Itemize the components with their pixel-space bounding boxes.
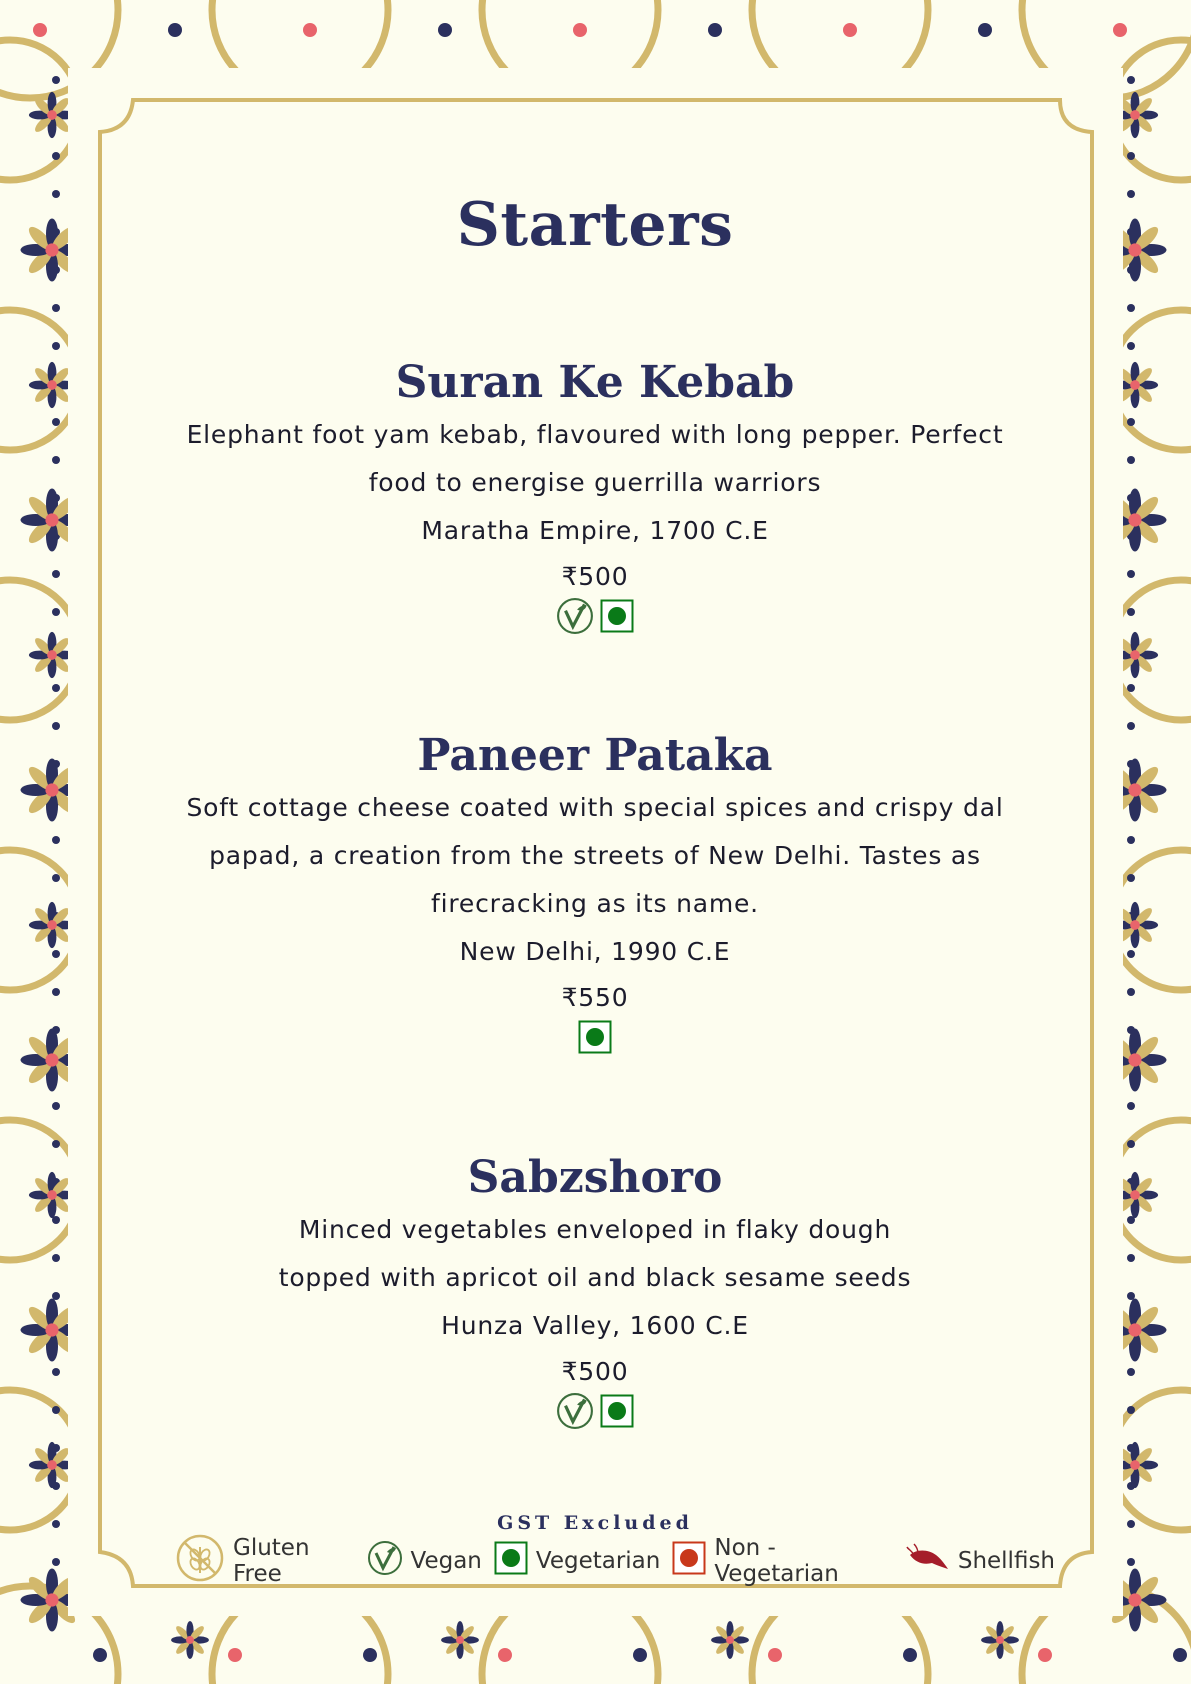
border-ring xyxy=(1022,0,1191,98)
border-dot xyxy=(52,684,60,692)
border-dot xyxy=(1127,722,1135,730)
border-dot xyxy=(1127,1558,1135,1566)
border-dot xyxy=(1127,1140,1135,1148)
border-dot xyxy=(52,1558,60,1566)
border-ring xyxy=(212,0,388,98)
border-dot xyxy=(1127,76,1135,84)
legend-gluten-free xyxy=(175,1533,355,1589)
border-dot xyxy=(228,1648,242,1662)
flower-center xyxy=(1130,380,1140,390)
flower-center xyxy=(47,380,57,390)
border-dot xyxy=(52,418,60,426)
gst-note: GST Excluded xyxy=(497,1512,693,1534)
shellfish-icon xyxy=(906,1543,950,1579)
legend-vegan xyxy=(367,1540,482,1582)
border-dot xyxy=(1127,418,1135,426)
border-dot xyxy=(633,1648,647,1662)
flower-center xyxy=(1128,513,1141,526)
border-dot xyxy=(52,836,60,844)
border-dot xyxy=(1127,608,1135,616)
legend-label: Vegetarian xyxy=(535,1548,661,1574)
border-ring xyxy=(752,0,928,98)
description-line: Minced vegetables enveloped in flaky dough xyxy=(298,1215,892,1244)
flower-center xyxy=(47,650,57,660)
vegetarian-icon xyxy=(600,599,634,637)
flower-center xyxy=(45,243,58,256)
vegetarian-icon xyxy=(494,1541,528,1581)
border-dot xyxy=(52,570,60,578)
border-ring xyxy=(0,40,80,180)
border-ring xyxy=(212,1586,388,1684)
border-dot xyxy=(303,23,317,37)
border-ring xyxy=(1111,1390,1191,1530)
border-dot xyxy=(1127,190,1135,198)
dish-origin: New Delhi, 1990 C.E xyxy=(459,937,731,966)
flower-center xyxy=(1128,783,1141,796)
menu-item xyxy=(120,728,1070,1058)
border-ring xyxy=(1111,850,1191,990)
flower-center xyxy=(45,1323,58,1336)
border-dot xyxy=(1127,570,1135,578)
border-dot xyxy=(1127,1102,1135,1110)
border-dot xyxy=(363,1648,377,1662)
vegetarian-icon xyxy=(600,1394,634,1432)
menu-item xyxy=(120,1150,1070,1432)
dish-origin: Maratha Empire, 1700 C.E xyxy=(421,516,769,545)
border-dot xyxy=(52,1102,60,1110)
flower-center xyxy=(47,1460,57,1470)
flower-center xyxy=(47,110,57,120)
flower-center xyxy=(45,1053,58,1066)
border-ring xyxy=(0,580,80,720)
border-ring xyxy=(1111,310,1191,450)
border-dot xyxy=(52,304,60,312)
legend-label: Non - Vegetarian xyxy=(714,1535,839,1587)
legend-label: Gluten Free xyxy=(233,1535,310,1587)
border-dot xyxy=(52,76,60,84)
dish-description xyxy=(120,784,1070,928)
flower-center xyxy=(1128,1593,1141,1606)
border-ring xyxy=(482,0,658,98)
dish-description xyxy=(120,1206,1070,1302)
description-line: topped with apricot oil and black sesame seeds xyxy=(278,1263,912,1292)
vegetarian-icon xyxy=(578,1020,612,1058)
border-dot xyxy=(52,1140,60,1148)
flower-center xyxy=(1130,1190,1140,1200)
flower-center xyxy=(1130,920,1140,930)
description-line: firecracking as its name. xyxy=(431,889,759,918)
border-ring xyxy=(0,1390,80,1530)
flower-center xyxy=(996,1636,1004,1644)
flower-center xyxy=(47,1190,57,1200)
border-dot xyxy=(843,23,857,37)
border-dot xyxy=(768,1648,782,1662)
border-dot xyxy=(1127,1254,1135,1262)
non-vegetarian-icon xyxy=(672,1541,706,1581)
flower-center xyxy=(45,513,58,526)
border-ring xyxy=(0,1120,80,1260)
border-dot xyxy=(52,1254,60,1262)
border-dot xyxy=(52,1368,60,1376)
border-dot xyxy=(1127,1520,1135,1528)
border-dot xyxy=(52,190,60,198)
border-dot xyxy=(1127,836,1135,844)
border-dot xyxy=(93,1648,107,1662)
flower-center xyxy=(1128,1323,1141,1336)
description-line: food to energise guerrilla warriors xyxy=(368,468,822,497)
border-dot xyxy=(1127,342,1135,350)
border-ring xyxy=(1111,1120,1191,1260)
border-dot xyxy=(52,1292,60,1300)
border-dot xyxy=(1127,1406,1135,1414)
border-dot xyxy=(1038,1648,1052,1662)
border-dot xyxy=(1127,874,1135,882)
flower-center xyxy=(186,1636,194,1644)
vegan-icon xyxy=(367,1540,403,1582)
border-dot xyxy=(1113,23,1127,37)
flower-center xyxy=(1130,110,1140,120)
vegan-icon xyxy=(556,597,594,639)
border-ring xyxy=(0,310,80,450)
border-dot xyxy=(1127,456,1135,464)
flower-center xyxy=(456,1636,464,1644)
border-dot xyxy=(52,456,60,464)
flower-center xyxy=(45,783,58,796)
border-dot xyxy=(1127,152,1135,160)
flower-center xyxy=(47,920,57,930)
border-dot xyxy=(978,23,992,37)
dish-origin: Hunza Valley, 1600 C.E xyxy=(441,1311,749,1340)
dish-tags xyxy=(120,1394,1070,1432)
border-dot xyxy=(708,23,722,37)
border-dot xyxy=(1127,950,1135,958)
dish-tags xyxy=(120,599,1070,637)
legend-non-vegetarian xyxy=(672,1535,893,1587)
legend-shellfish xyxy=(906,1543,1055,1579)
border-dot xyxy=(52,342,60,350)
border-dot xyxy=(52,608,60,616)
border-dot xyxy=(52,1520,60,1528)
flower-center xyxy=(1128,1053,1141,1066)
legend-vegetarian xyxy=(494,1541,660,1581)
border-ring xyxy=(0,850,80,990)
border-dot xyxy=(498,1648,512,1662)
border-dot xyxy=(52,152,60,160)
border-dot xyxy=(168,23,182,37)
border-dot xyxy=(573,23,587,37)
border-dot xyxy=(438,23,452,37)
border-dot xyxy=(1127,304,1135,312)
border-ring xyxy=(0,0,118,98)
dish-price: ₹550 xyxy=(561,983,629,1012)
border-dot xyxy=(52,988,60,996)
gluten-free-icon xyxy=(175,1533,225,1589)
dish-name: Paneer Pataka xyxy=(417,730,773,781)
dish-name: Sabzshoro xyxy=(467,1152,723,1203)
border-dot xyxy=(52,874,60,882)
legend-label: Vegan xyxy=(410,1548,482,1574)
vegan-icon xyxy=(556,1392,594,1434)
dietary-legend xyxy=(175,1535,1055,1587)
border-dot xyxy=(33,23,47,37)
border-ring xyxy=(752,1586,928,1684)
dish-tags xyxy=(120,1020,1070,1058)
border-ring xyxy=(482,1586,658,1684)
dish-name: Suran Ke Kebab xyxy=(395,357,795,408)
description-line: Soft cottage cheese coated with special spices and crispy dal xyxy=(186,793,1004,822)
border-ring xyxy=(1111,580,1191,720)
page-title: Starters xyxy=(456,190,734,260)
dish-price: ₹500 xyxy=(561,1357,629,1386)
flower-center xyxy=(1130,1460,1140,1470)
flower-center xyxy=(1128,243,1141,256)
dish-price: ₹500 xyxy=(561,562,629,591)
border-dot xyxy=(1127,1368,1135,1376)
description-line: papad, a creation from the streets of New Delhi. Tastes as xyxy=(209,841,981,870)
dish-description xyxy=(120,411,1070,507)
border-dot xyxy=(903,1648,917,1662)
description-line: Elephant foot yam kebab, flavoured with long pepper. Perfect xyxy=(186,420,1004,449)
menu-item xyxy=(120,355,1070,637)
border-dot xyxy=(52,1406,60,1414)
border-dot xyxy=(1127,1292,1135,1300)
border-dot xyxy=(1127,988,1135,996)
flower-center xyxy=(726,1636,734,1644)
legend-label: Shellfish xyxy=(957,1548,1055,1574)
flower-center xyxy=(45,1593,58,1606)
border-dot xyxy=(1127,684,1135,692)
flower-center xyxy=(1130,650,1140,660)
border-dot xyxy=(52,950,60,958)
border-dot xyxy=(1173,1648,1187,1662)
border-dot xyxy=(52,722,60,730)
